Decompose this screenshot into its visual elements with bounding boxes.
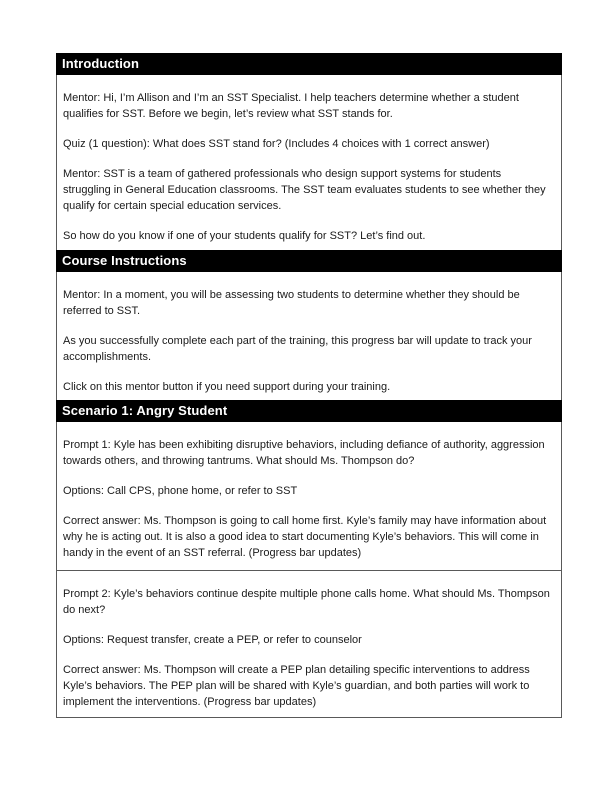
section-title: Scenario 1: Angry Student: [62, 403, 228, 418]
paragraph: Quiz (1 question): What does SST stand for? (Includes 4 choices with 1 correct answer): [63, 138, 490, 150]
section-header-course-instructions: [56, 250, 562, 272]
scenario-1-prompt-1-cell: [56, 422, 562, 570]
paragraph: Correct answer: Ms. Thompson will create a PEP plan detailing specific interventions to address Kyle’s behaviors. The PEP plan will be shared with Kyle’s guardian, and both parties will work to implement the interventions. (Progress bar updates): [63, 664, 530, 708]
section-header-introduction: [56, 53, 562, 75]
paragraph: Correct answer: Ms. Thompson is going to call home first. Kyle’s family may have information about why he is acting out. It is also a good idea to start documenting Kyle’s behaviors. This will come in handy in the event of an SST referral. (Progress bar updates): [63, 515, 547, 559]
paragraph: As you successfully complete each part of the training, this progress bar will update to track your accomplishments.: [63, 335, 532, 363]
paragraph: Prompt 2: Kyle’s behaviors continue despite multiple phone calls home. What should Ms. Thompson do next?: [63, 588, 550, 616]
paragraph: So how do you know if one of your students qualify for SST? Let’s find out.: [63, 230, 426, 242]
paragraph: Click on this mentor button if you need support during your training.: [63, 381, 391, 393]
paragraph: Prompt 1: Kyle has been exhibiting disruptive behaviors, including defiance of authority, aggression towards others, and throwing tantrums. What should Ms. Thompson do?: [63, 439, 545, 467]
paragraph: Options: Call CPS, phone home, or refer to SST: [63, 485, 298, 497]
paragraph: Mentor: SST is a team of gathered professionals who design support systems for students struggling in General Education classrooms. The SST team evaluates students to see whether they qualify for certain special education services.: [63, 168, 546, 212]
section-title: Course Instructions: [62, 253, 187, 268]
section-title: Introduction: [62, 56, 140, 71]
paragraph: Options: Request transfer, create a PEP, or refer to counselor: [63, 634, 362, 646]
scenario-1-prompt-2-cell: [56, 570, 562, 718]
section-header-scenario-1: [56, 400, 562, 422]
paragraph: Mentor: Hi, I’m Allison and I’m an SST Specialist. I help teachers determine whether a student qualifies for SST. Before we begin, let’s review what SST stands for.: [63, 92, 519, 120]
paragraph: Mentor: In a moment, you will be assessing two students to determine whether they should be referred to SST.: [63, 289, 520, 317]
section-body-introduction: [56, 75, 562, 250]
section-body-course-instructions: [56, 272, 562, 400]
training-script-table: [56, 53, 562, 718]
